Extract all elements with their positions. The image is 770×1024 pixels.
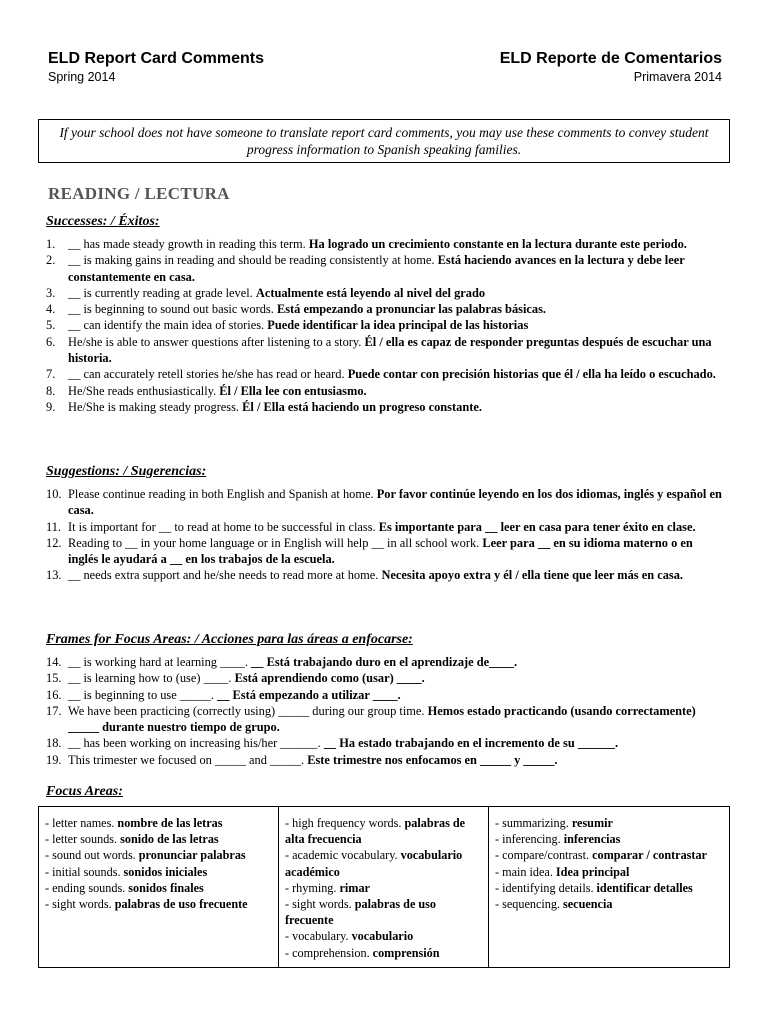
focus-english: - initial sounds. (45, 864, 121, 879)
translation-note: If your school does not have someone to translate report card comments, you may use these comments to convey student progress information to Spanish speaking families. (38, 119, 730, 163)
focus-english: - sequencing. (495, 897, 560, 912)
focus-heading: Focus Areas: (46, 784, 123, 799)
focus-spanish: nombre de las letras (117, 816, 223, 830)
focus-english: - identifying details. (495, 880, 594, 895)
list-item (46, 252, 722, 285)
comment-spanish: Actualmente está leyendo al nivel del grado (255, 285, 486, 300)
item-number: 4. (46, 302, 56, 317)
focus-item (285, 847, 482, 879)
header-title-es: ELD Reporte de Comentarios (499, 50, 722, 67)
comment-english: __ is beginning to use _____. (68, 687, 214, 702)
focus-english: - inferencing. (495, 832, 561, 847)
focus-english: - main idea. (495, 864, 553, 879)
item-number: 6. (46, 334, 56, 349)
focus-column-3 (488, 807, 729, 967)
comment-spanish: Ha logrado un crecimiento constante en la lectura durante este periodo. (308, 237, 687, 251)
comment-english: __ needs extra support and he/she needs to read more at home. (68, 568, 379, 583)
list-item (46, 317, 722, 333)
comment-english: __ has been working on increasing his/her ______. (68, 736, 321, 751)
comment-spanish: Él / Ella está haciendo un progreso constante. (242, 399, 482, 414)
focus-item (495, 847, 723, 863)
focus-spanish: rimar (339, 880, 370, 895)
comment-spanish: Está empezando a pronunciar las palabras básicas. (276, 302, 547, 317)
suggestions-list (46, 486, 722, 584)
list-item (46, 519, 722, 535)
focus-item (495, 896, 723, 912)
list-item (46, 366, 722, 382)
comment-spanish: Él / Ella lee con entusiasmo. (219, 383, 367, 398)
item-number: 9. (46, 399, 56, 414)
list-item (46, 687, 722, 703)
focus-item (495, 815, 723, 831)
comment-english: He/She reads enthusiastically. (68, 383, 217, 398)
header-subtitle-en: Spring 2014 (48, 70, 116, 84)
list-item (46, 654, 722, 670)
comment-spanish: Está haciendo avances en la lectura y debe leer constantemente en casa. (68, 253, 685, 284)
comment-english: __ is currently reading at grade level. (68, 285, 253, 300)
focus-english: - sound out words. (45, 848, 136, 863)
focus-english: - compare/contrast. (495, 848, 590, 863)
focus-spanish: pronunciar palabras (138, 848, 246, 863)
comment-spanish: Hemos estado practicando (usando correctamente) _____ durante nuestro tiempo de grupo. (68, 703, 696, 735)
focus-spanish: sonido de las letras (120, 832, 219, 847)
header-subtitle-es: Primavera 2014 (633, 70, 722, 84)
focus-spanish: vocabulario académico (285, 848, 463, 879)
focus-item (45, 864, 272, 880)
list-item (46, 567, 722, 583)
successes-list (46, 236, 722, 415)
comment-english: We have been practicing (correctly using) _____ during our group time. (68, 703, 425, 718)
list-item (46, 399, 722, 415)
focus-english: - comprehension. (285, 945, 370, 960)
comment-spanish: Él / ella es capaz de responder preguntas después de escuchar una historia. (68, 334, 712, 366)
comment-english: He/She is making steady progress. (68, 399, 240, 414)
header-left (48, 50, 264, 84)
focus-item (45, 831, 272, 847)
comment-spanish: Puede contar con precisión historias que él / ella ha leído o escuchado. (347, 367, 716, 382)
comment-english: Reading to __ in your home language or in English will help __ in all school work. (68, 535, 480, 550)
focus-spanish: identificar detalles (596, 880, 693, 895)
focus-item (285, 880, 482, 896)
focus-english: - sight words. (285, 897, 352, 912)
focus-item (45, 880, 272, 896)
item-number: 1. (46, 237, 56, 251)
list-item (46, 285, 722, 301)
focus-english: - high frequency words. (285, 816, 402, 830)
list-item (46, 703, 722, 736)
focus-spanish: Idea principal (555, 864, 630, 879)
comment-spanish: Por favor continúe leyendo en los dos idiomas, inglés y español en casa. (68, 487, 722, 518)
focus-english: - letter names. (45, 816, 115, 830)
item-number: 18. (46, 736, 62, 751)
focus-english: - sight words. (45, 897, 112, 912)
focus-english: - summarizing. (495, 816, 569, 830)
focus-column-1 (39, 807, 278, 967)
item-number: 14. (46, 655, 62, 669)
section-title: READING / LECTURA (48, 184, 230, 203)
item-number: 15. (46, 671, 62, 686)
focus-areas-table (38, 806, 730, 968)
focus-item (285, 896, 482, 928)
header-right (500, 50, 722, 84)
focus-english: - vocabulary. (285, 929, 349, 944)
item-number: 7. (46, 367, 56, 382)
comment-spanish: __ Está empezando a utilizar ____. (217, 687, 401, 702)
focus-column-2 (278, 807, 488, 967)
item-number: 13. (46, 568, 62, 583)
comment-english: __ is working hard at learning ____. (68, 655, 248, 669)
comment-spanish: Puede identificar la idea principal de las historias (267, 318, 529, 333)
focus-item (285, 928, 482, 944)
focus-english: - letter sounds. (45, 832, 118, 847)
focus-english: - rhyming. (285, 880, 337, 895)
focus-spanish: sonidos iniciales (123, 864, 208, 879)
successes-heading: Successes: / Éxitos: (46, 214, 160, 229)
list-item (46, 236, 722, 252)
item-number: 10. (46, 487, 62, 501)
list-item (46, 301, 722, 317)
list-item (46, 735, 722, 751)
focus-spanish: comprensión (372, 945, 440, 960)
focus-spanish: secuencia (563, 897, 613, 912)
item-number: 16. (46, 687, 62, 702)
focus-spanish: vocabulario (351, 929, 414, 944)
comment-spanish: Leer para __ en su idioma materno o en inglés le ayudará a __ en los trabajos de la escuela. (68, 535, 693, 567)
comment-english: This trimester we focused on _____ and _____. (68, 752, 305, 767)
focus-spanish: inferencias (563, 832, 621, 847)
focus-spanish: sonidos finales (128, 880, 204, 895)
suggestions-heading: Suggestions: / Sugerencias: (46, 464, 207, 479)
focus-english: - ending sounds. (45, 880, 126, 895)
comment-english: __ has made steady growth in reading this term. (68, 237, 306, 251)
item-number: 3. (46, 285, 56, 300)
item-number: 12. (46, 535, 62, 550)
focus-item (45, 815, 272, 831)
focus-item (45, 847, 272, 863)
focus-spanish: resumir (571, 816, 613, 830)
focus-spanish: comparar / contrastar (592, 848, 707, 863)
list-item (46, 383, 722, 399)
comment-spanish: __ Ha estado trabajando en el incremento de su ______. (323, 736, 619, 751)
item-number: 11. (46, 519, 62, 534)
comment-english: It is important for __ to read at home to be successful in class. (68, 519, 376, 534)
header-title-en: ELD Report Card Comments (48, 50, 265, 67)
comment-spanish: __ Está trabajando duro en el aprendizaje de____. (251, 655, 518, 669)
focus-item (285, 815, 482, 847)
focus-item (495, 864, 723, 880)
item-number: 2. (46, 253, 56, 268)
item-number: 8. (46, 383, 56, 398)
item-number: 17. (46, 703, 62, 718)
focus-spanish: palabras de alta frecuencia (285, 816, 466, 847)
list-item (46, 486, 722, 519)
item-number: 5. (46, 318, 56, 333)
focus-item (495, 831, 723, 847)
focus-english: - academic vocabulary. (285, 848, 398, 863)
focus-spanish: palabras de uso frecuente (114, 897, 248, 912)
focus-item (45, 896, 272, 912)
frames-heading: Frames for Focus Areas: / Acciones para las áreas a enfocarse: (46, 632, 413, 647)
comment-english: __ is making gains in reading and should be reading consistently at home. (68, 253, 435, 268)
item-number: 19. (46, 752, 62, 767)
comment-english: __ is learning how to (use) ____. (68, 671, 232, 686)
comment-english: Please continue reading in both English and Spanish at home. (68, 487, 374, 501)
list-item (46, 535, 722, 568)
list-item (46, 752, 722, 768)
comment-spanish: Está aprendiendo como (usar) ____. (234, 671, 425, 686)
comment-english: __ is beginning to sound out basic words. (68, 302, 274, 317)
list-item (46, 334, 722, 367)
comment-english: He/she is able to answer questions after listening to a story. (68, 334, 362, 349)
comment-english: __ can accurately retell stories he/she has read or heard. (68, 367, 345, 382)
comment-spanish: Necesita apoyo extra y él / ella tiene que leer más en casa. (381, 568, 684, 583)
focus-spanish: palabras de uso frecuente (285, 897, 437, 928)
comment-spanish: Este trimestre nos enfocamos en _____ y _____. (307, 752, 558, 767)
frames-list (46, 654, 722, 768)
focus-item (285, 945, 482, 961)
comment-english: __ can identify the main idea of stories. (68, 318, 265, 333)
focus-item (495, 880, 723, 896)
list-item (46, 670, 722, 686)
comment-spanish: Es importante para __ leer en casa para tener éxito en clase. (378, 519, 696, 534)
